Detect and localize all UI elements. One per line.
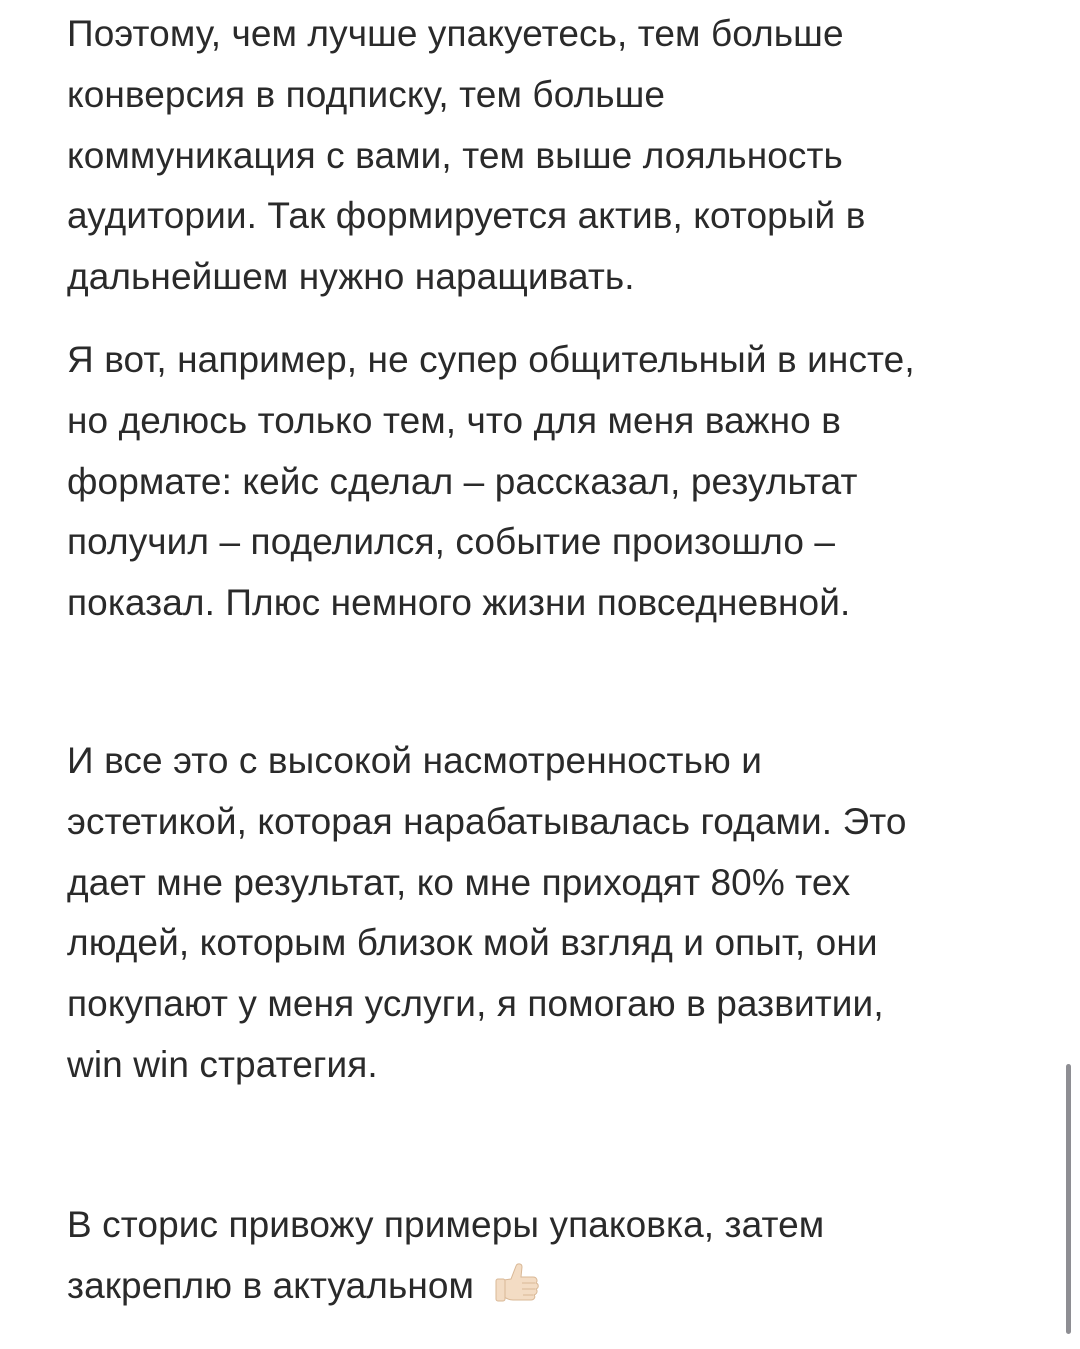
text-line: В сторис привожу примеры упаковка, затем — [67, 1204, 825, 1245]
text-line: И все это с высокой насмотренностью и — [67, 740, 762, 781]
text-line: покупают у меня услуги, я помогаю в развитии, — [67, 983, 884, 1025]
paragraph-4 — [67, 1195, 1027, 1317]
text-line: коммуникация с вами, тем выше лояльность — [67, 134, 843, 176]
text-line: дает мне результат, ко мне приходят 80% тех — [67, 861, 851, 903]
text-line: получил – поделился, событие произошло – — [67, 521, 836, 563]
text-segment: закреплю в актуальном — [67, 1264, 475, 1306]
text-line: win win стратегия. — [67, 1043, 378, 1085]
text-line: людей, которым близок мой взгляд и опыт, они — [67, 922, 878, 964]
text-line — [67, 1256, 1027, 1317]
paragraph-1 — [67, 4, 1027, 308]
text-line: показал. Плюс немного жизни повседневной. — [67, 582, 851, 624]
paragraph-2 — [67, 330, 1027, 634]
text-line: Поэтому, чем лучше упакуетесь, тем больше — [67, 13, 844, 54]
text-line: конверсия в подписку, тем больше — [67, 73, 666, 115]
text-line: аудитории. Так формируется актив, который в — [67, 195, 866, 237]
thumbs-up-icon — [489, 1260, 543, 1306]
text-line: но делюсь только тем, что для меня важно в — [67, 399, 841, 441]
text-line: Я вот, например, не супер общительный в инсте, — [67, 339, 915, 380]
text-line: формате: кейс сделал – рассказал, результат — [67, 460, 858, 502]
text-line: эстетикой, которая нарабатывалась годами. Это — [67, 800, 907, 842]
text-line: дальнейшем нужно наращивать. — [67, 256, 635, 298]
paragraph-3 — [67, 731, 1027, 1096]
scrollbar-thumb[interactable] — [1066, 1064, 1071, 1334]
